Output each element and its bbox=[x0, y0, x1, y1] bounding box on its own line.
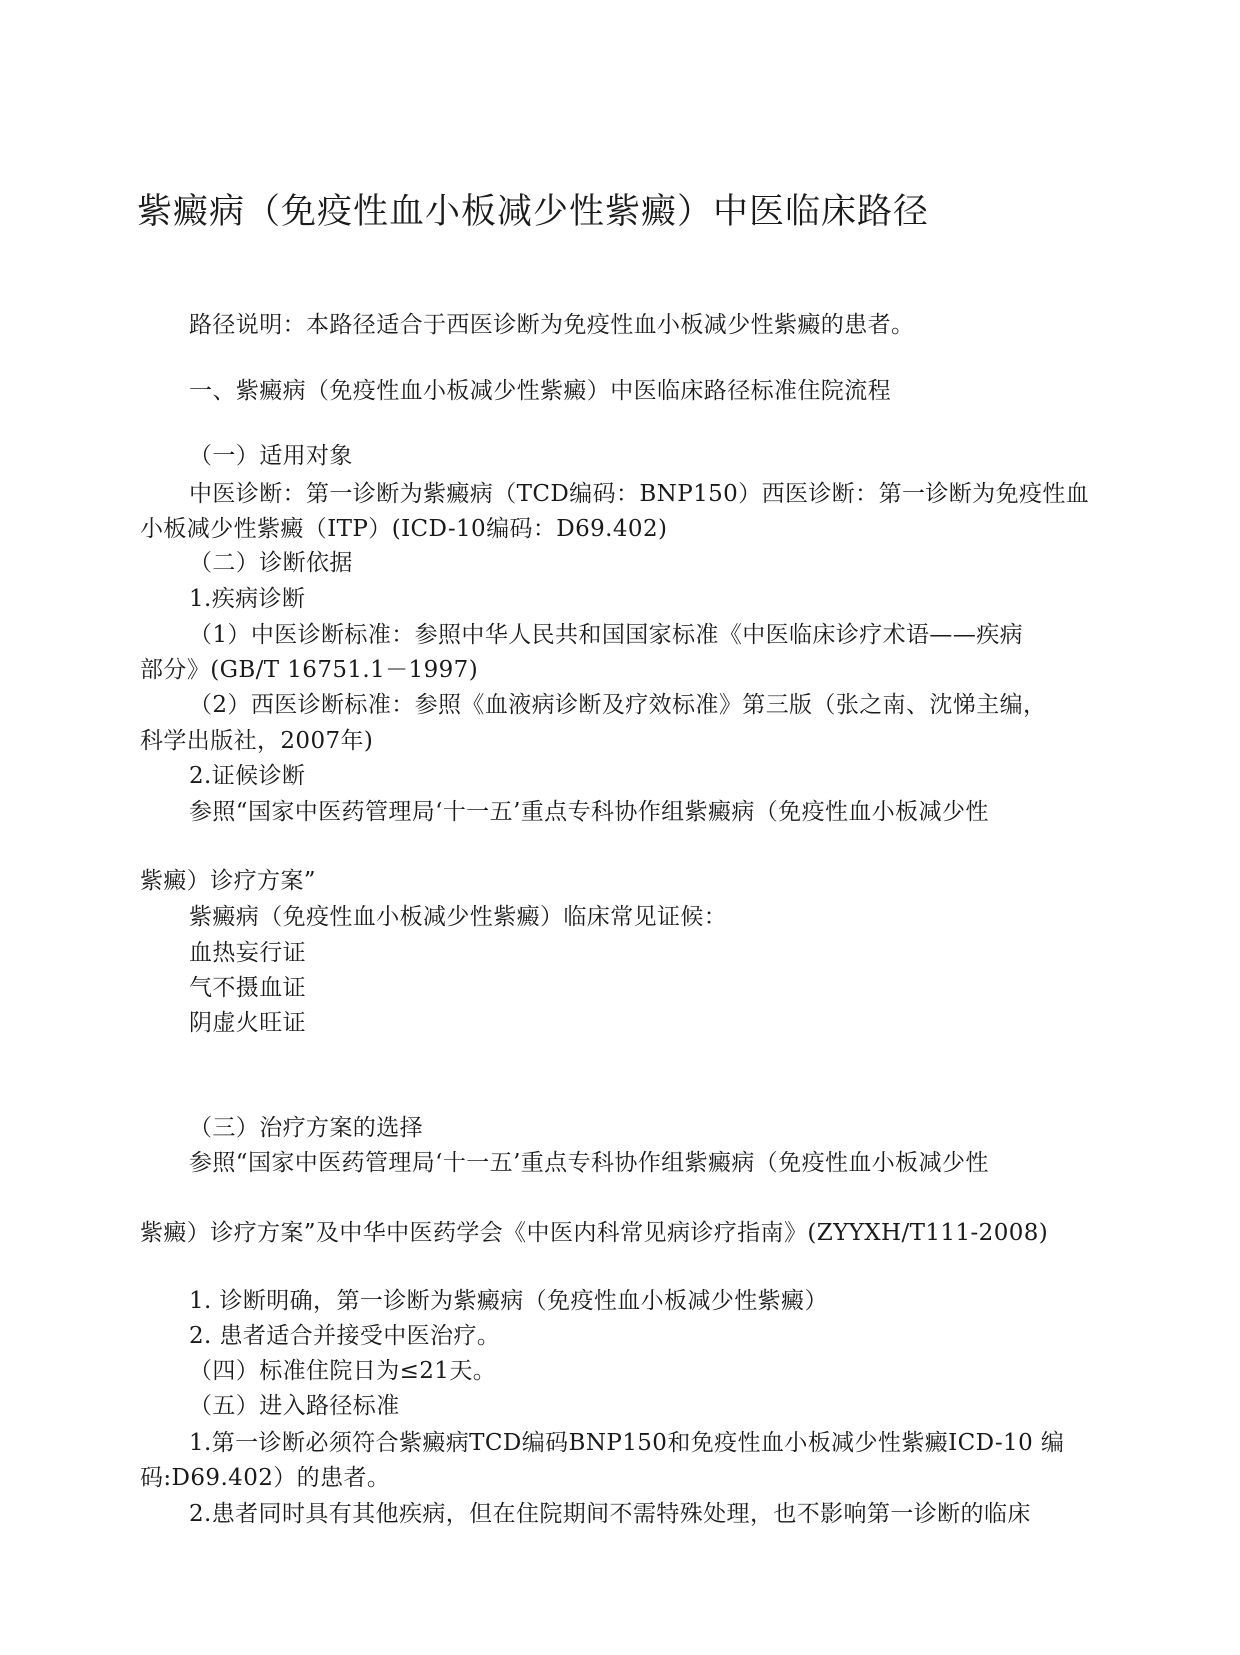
subsection-heading-entry: （五）进入路径标准 bbox=[189, 1393, 400, 1419]
paragraph-line: 紫癜病（免疫性血小板减少性紫癜）临床常见证候： bbox=[189, 904, 728, 930]
paragraph-line: 中医诊断：第一诊断为紫癜病（TCD编码：BNP150）西医诊断：第一诊断为免疫性血 bbox=[189, 481, 1090, 507]
paragraph-line: 参照“国家中医药管理局‘十一五’重点专科协作组紫癜病（免疫性血小板减少性 bbox=[189, 799, 989, 825]
paragraph-line: 小板减少性紫癜（ITP）(ICD-10编码：D69.402) bbox=[140, 516, 668, 542]
list-item: 1. 诊断明确，第一诊断为紫癜病（免疫性血小板减少性紫癜） bbox=[189, 1288, 828, 1314]
subsection-heading-applicable: （一）适用对象 bbox=[189, 443, 353, 469]
paragraph-line: 1.第一诊断必须符合紫癜病TCD编码BNP150和免疫性血小板减少性紫癜ICD-10 编 bbox=[189, 1430, 1065, 1456]
item-heading: 1.疾病诊断 bbox=[189, 586, 306, 612]
path-description: 路径说明：本路径适合于西医诊断为免疫性血小板减少性紫癜的患者。 bbox=[189, 312, 915, 338]
document-title: 紫癜病（免疫性血小板减少性紫癜）中医临床路径 bbox=[137, 192, 930, 232]
syndrome-item: 气不摄血证 bbox=[189, 975, 306, 1001]
subsection-heading-diagnosis: （二）诊断依据 bbox=[189, 550, 353, 576]
section-heading-1: 一、紫癜病（免疫性血小板减少性紫癜）中医临床路径标准住院流程 bbox=[189, 378, 891, 404]
paragraph-line: 紫癜）诊疗方案” bbox=[140, 868, 316, 894]
paragraph-line: 紫癜）诊疗方案”及中华中医药学会《中医内科常见病诊疗指南》(ZYYXH/T111-2008) bbox=[140, 1220, 1049, 1246]
subsection-heading-treatment: （三）治疗方案的选择 bbox=[189, 1115, 423, 1141]
paragraph-line: 参照“国家中医药管理局‘十一五’重点专科协作组紫癜病（免疫性血小板减少性 bbox=[189, 1150, 989, 1176]
paragraph-line: 2.患者同时具有其他疾病，但在住院期间不需特殊处理，也不影响第一诊断的临床 bbox=[189, 1501, 1031, 1527]
list-item: 2. 患者适合并接受中医治疗。 bbox=[189, 1323, 501, 1349]
subsection-heading-stay: （四）标准住院日为≤21天。 bbox=[189, 1358, 497, 1384]
syndrome-item: 血热妄行证 bbox=[189, 940, 306, 966]
paragraph-line: 部分》(GB/T 16751.1－1997) bbox=[140, 657, 479, 683]
item-heading: 2.证候诊断 bbox=[189, 763, 306, 789]
syndrome-item: 阴虚火旺证 bbox=[189, 1010, 306, 1036]
paragraph-line: （1）中医诊断标准：参照中华人民共和国国家标准《中医临床诊疗术语——疾病 bbox=[189, 622, 1024, 648]
paragraph-line: 科学出版社，2007年) bbox=[140, 728, 374, 754]
paragraph-line: 码:D69.402）的患者。 bbox=[140, 1465, 391, 1491]
paragraph-line: （2）西医诊断标准：参照《血液病诊断及疗效标准》第三版（张之南、沈悌主编， bbox=[189, 692, 1047, 718]
